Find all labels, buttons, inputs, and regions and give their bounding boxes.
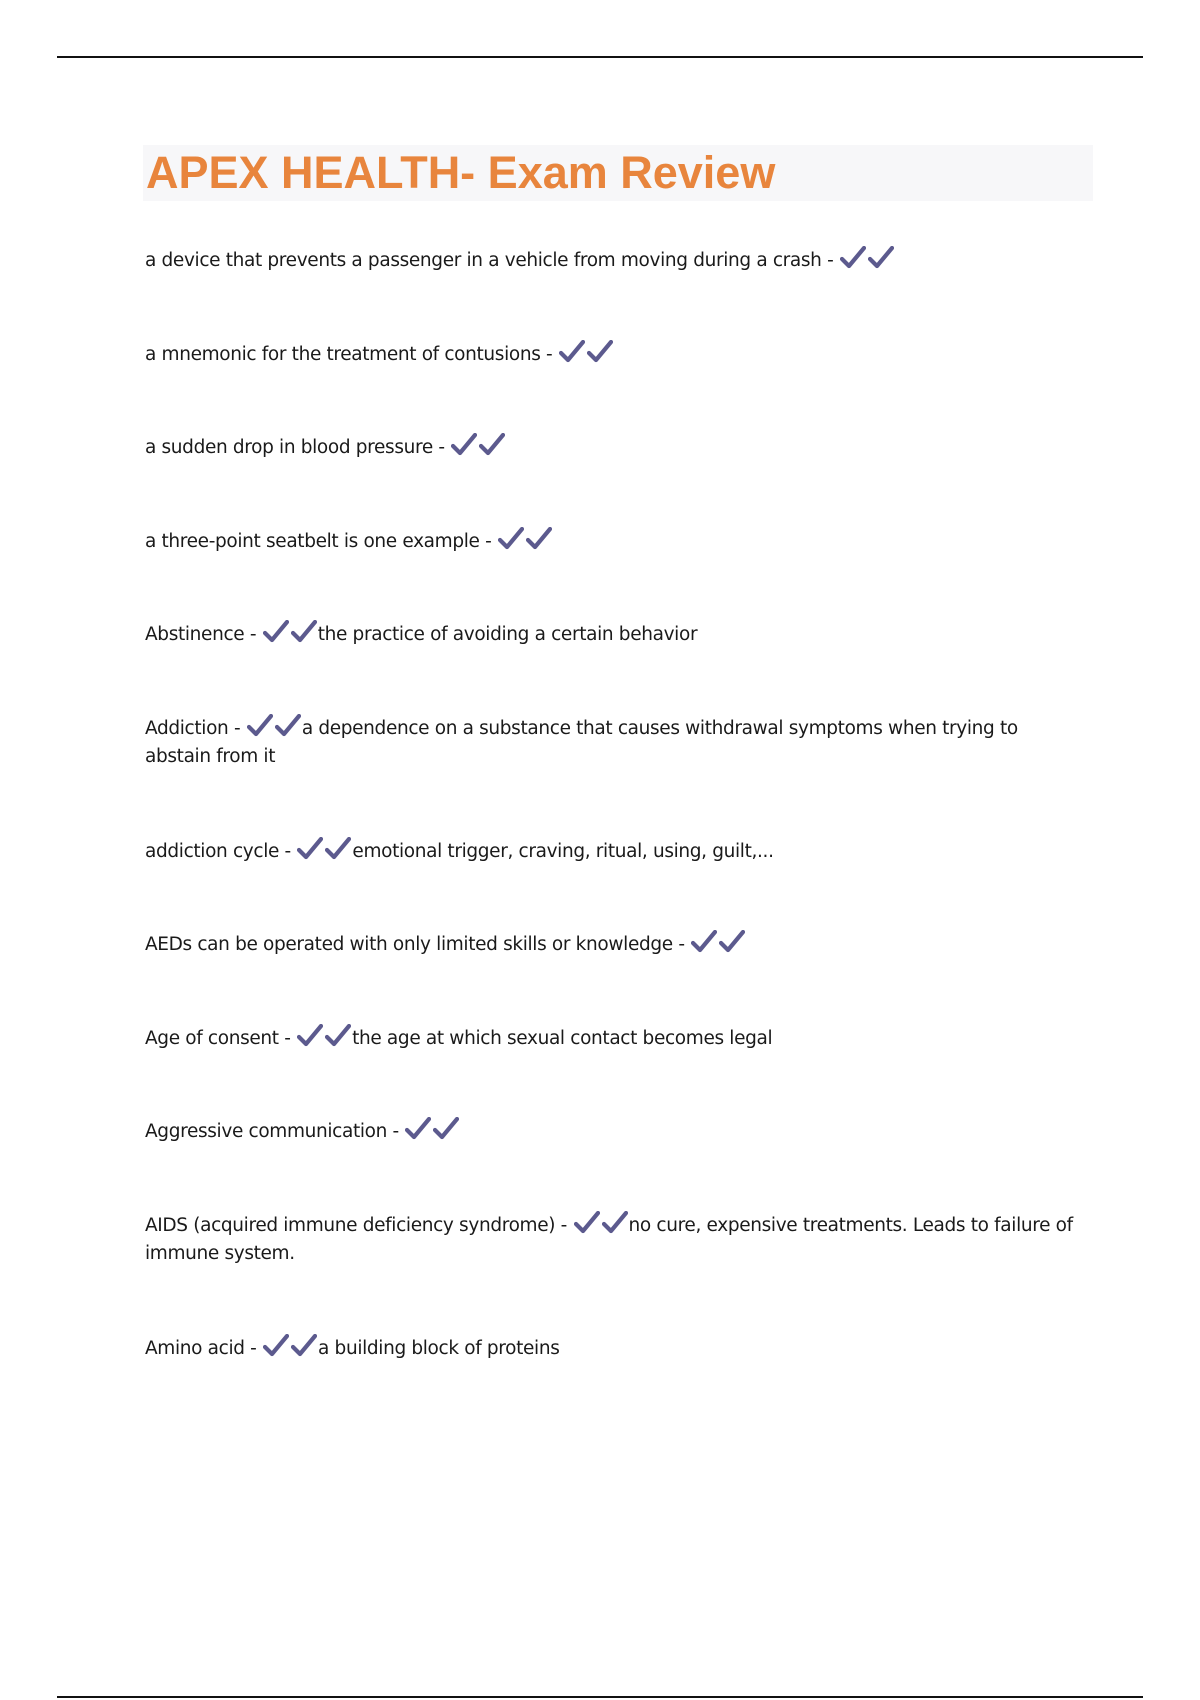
- entry-separator: -: [432, 437, 451, 458]
- answer-checks: [262, 1338, 318, 1359]
- entry-item: [145, 340, 1085, 369]
- check-icon: [275, 714, 301, 738]
- answer-checks: [296, 1028, 352, 1049]
- entry-term: a sudden drop in blood pressure: [145, 437, 433, 458]
- entry-term: Aggressive communication: [145, 1121, 388, 1142]
- entry-item: [145, 837, 1085, 866]
- entry-term: Amino acid: [145, 1338, 245, 1359]
- entry-item: [145, 433, 1085, 462]
- entry-separator: -: [279, 841, 297, 862]
- entry-item: [145, 246, 1085, 275]
- check-icon: [719, 930, 745, 954]
- answer-checks: [573, 1215, 629, 1236]
- entry-separator: -: [479, 531, 497, 552]
- entry-item: [145, 930, 1085, 959]
- answer-checks: [246, 718, 302, 739]
- entry-definition: emotional trigger, craving, ritual, using, guilt,...: [352, 841, 774, 862]
- entry-definition: a building block of proteins: [318, 1338, 560, 1359]
- answer-checks: [296, 841, 352, 862]
- answer-checks: [450, 437, 506, 458]
- entry-definition: a dependence on a substance that causes withdrawal symptoms when trying to abstain from it: [145, 718, 1018, 767]
- check-icon: [868, 246, 894, 270]
- entry-separator: -: [555, 1215, 573, 1236]
- bottom-rule: [57, 1696, 1143, 1698]
- entry-separator: -: [387, 1121, 405, 1142]
- entry-definition: the practice of avoiding a certain behavior: [317, 624, 698, 645]
- entry-term: addiction cycle: [145, 841, 280, 862]
- check-icon: [840, 246, 866, 270]
- answer-checks: [497, 531, 553, 552]
- entry-term: Abstinence: [145, 624, 245, 645]
- check-icon: [263, 620, 289, 644]
- entry-definition: the age at which sexual contact becomes legal: [352, 1028, 773, 1049]
- check-icon: [691, 930, 717, 954]
- check-icon: [405, 1117, 431, 1141]
- check-icon: [433, 1117, 459, 1141]
- check-icon: [559, 340, 585, 364]
- entry-term: Age of consent: [145, 1028, 279, 1049]
- check-icon: [297, 1024, 323, 1048]
- entry-term: AEDs can be operated with only limited skills or knowledge: [145, 934, 673, 955]
- check-icon: [479, 433, 505, 457]
- entry-separator: -: [244, 624, 262, 645]
- entry-term: a mnemonic for the treatment of contusions: [145, 344, 541, 365]
- entry-item: [145, 1117, 1085, 1146]
- check-icon: [291, 620, 317, 644]
- document-title: APEX HEALTH- Exam Review: [146, 147, 776, 198]
- top-rule: [57, 56, 1143, 58]
- entry-item: [145, 714, 1085, 771]
- entry-item: [145, 1334, 1085, 1363]
- entry-term: Addiction: [145, 718, 229, 739]
- entry-item: [145, 1211, 1085, 1268]
- entry-item: [145, 527, 1085, 556]
- entry-definition: no cure, expensive treatments. Leads to failure of immune system.: [145, 1215, 1073, 1264]
- answer-checks: [404, 1121, 460, 1142]
- answer-checks: [558, 344, 614, 365]
- entry-term: a three-point seatbelt is one example: [145, 531, 480, 552]
- entry-term: a device that prevents a passenger in a vehicle from moving during a crash: [145, 250, 822, 271]
- check-icon: [247, 714, 273, 738]
- entry-separator: -: [540, 344, 558, 365]
- check-icon: [587, 340, 613, 364]
- check-icon: [574, 1211, 600, 1235]
- entry-separator: -: [821, 250, 839, 271]
- entry-separator: -: [244, 1338, 263, 1359]
- check-icon: [291, 1334, 317, 1358]
- answer-checks: [262, 624, 318, 645]
- entry-separator: -: [228, 718, 246, 739]
- answer-checks: [839, 250, 895, 271]
- entry-term: AIDS (acquired immune deficiency syndrome): [145, 1215, 556, 1236]
- check-icon: [325, 837, 351, 861]
- answer-checks: [690, 934, 746, 955]
- check-icon: [297, 837, 323, 861]
- entry-separator: -: [672, 934, 691, 955]
- check-icon: [526, 527, 552, 551]
- entry-item: [145, 1024, 1085, 1053]
- entry-separator: -: [278, 1028, 297, 1049]
- check-icon: [498, 527, 524, 551]
- check-icon: [602, 1211, 628, 1235]
- check-icon: [263, 1334, 289, 1358]
- check-icon: [325, 1024, 351, 1048]
- entry-item: [145, 620, 1085, 649]
- check-icon: [451, 433, 477, 457]
